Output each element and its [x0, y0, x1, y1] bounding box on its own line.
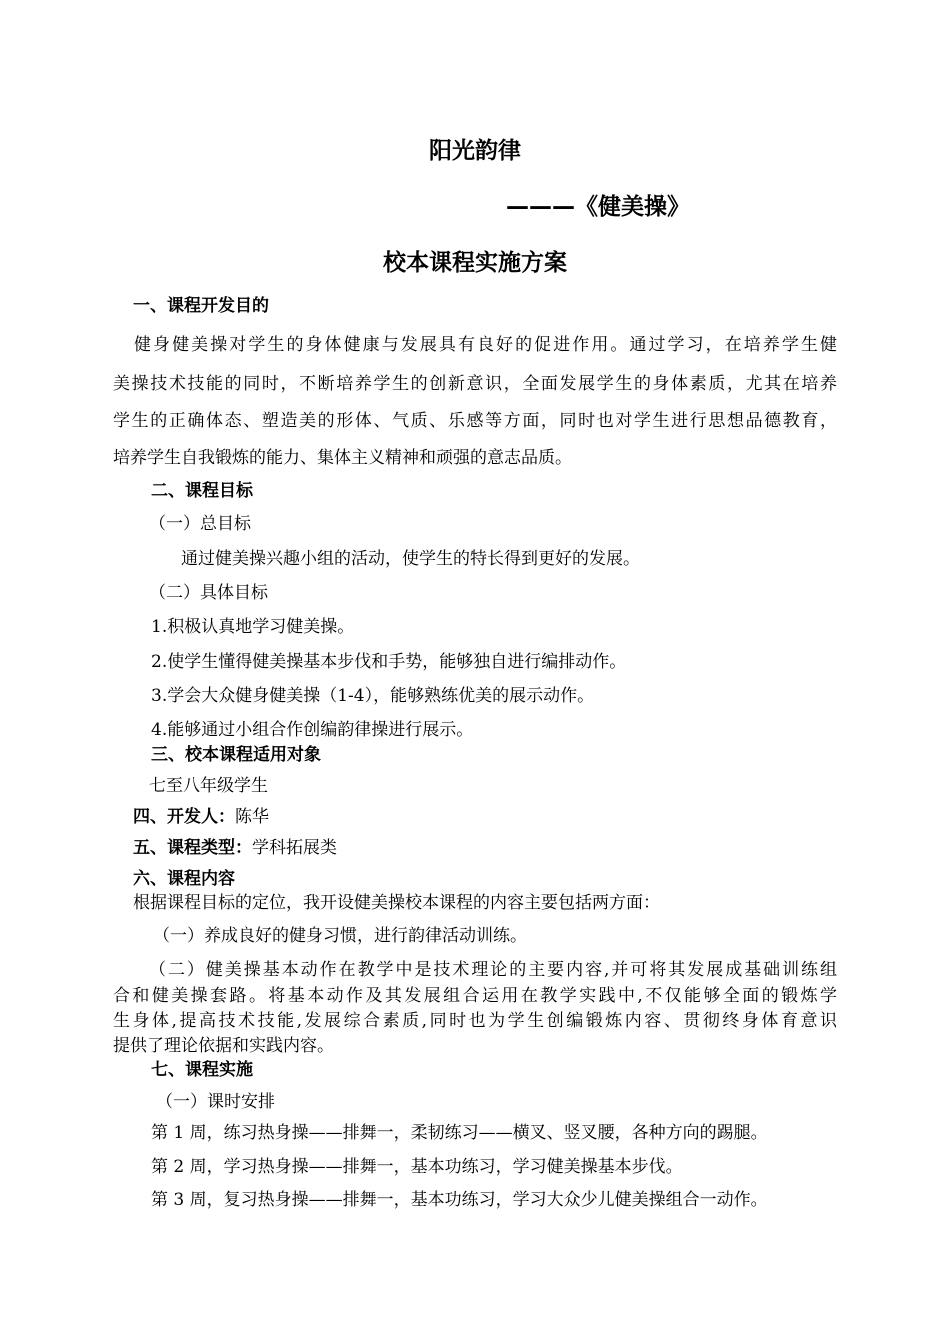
paragraph-line: 七至八年级学生 — [149, 776, 268, 796]
paragraph-line: （一）养成良好的健身习惯，进行韵律活动训练。 — [153, 926, 527, 946]
paragraph-line: 培养学生自我锻炼的能力、集体主义精神和顽强的意志品质。 — [113, 448, 572, 468]
paragraph-line: 根据课程目标的定位，我开设健美操校本课程的内容主要包括两方面： — [133, 893, 660, 913]
paragraph-line: （二）健美操基本动作在教学中是技术理论的主要内容,并可将其发展成基础训练组 — [149, 960, 837, 980]
document-title: 阳光韵律 — [429, 138, 521, 164]
schedule-item: 第 1 周，练习热身操——排舞一，柔韧练习——横叉、竖叉腰，各种方向的踢腿。 — [151, 1123, 768, 1143]
document-subtitle: ———《健美操》 — [506, 194, 690, 220]
list-item: 3.学会大众健身健美操（1-4），能够熟练优美的展示动作。 — [151, 686, 595, 706]
section-heading-3: 三、校本课程适用对象 — [151, 745, 321, 765]
paragraph-line: 通过健美操兴趣小组的活动，使学生的特长得到更好的发展。 — [181, 549, 640, 569]
paragraph-line: 健身健美操对学生的身体健康与发展具有良好的促进作用。通过学习，在培养学生健 — [134, 335, 837, 355]
subheading: （一）总目标 — [149, 514, 251, 534]
list-item: 1.积极认真地学习健美操。 — [151, 617, 355, 637]
section-heading-4: 四、开发人： — [133, 807, 235, 827]
paragraph-line: 合和健美操套路。将基本动作及其发展组合运用在教学实践中,不仅能够全面的锻炼学 — [113, 986, 837, 1006]
course-type: 学科拓展类 — [252, 838, 337, 858]
section-heading-2: 二、课程目标 — [151, 481, 253, 501]
list-item: 2.使学生懂得健美操基本步伐和手势，能够独自进行编排动作。 — [151, 652, 627, 672]
subheading: （一）课时安排 — [156, 1092, 275, 1112]
developer-name: 陈华 — [235, 807, 269, 827]
section-heading-5: 五、课程类型： — [133, 838, 252, 858]
section-heading-6: 六、课程内容 — [133, 869, 235, 889]
section-heading-1: 一、课程开发目的 — [133, 296, 269, 316]
plan-title: 校本课程实施方案 — [383, 250, 567, 276]
list-item: 4.能够通过小组合作创编韵律操进行展示。 — [151, 720, 474, 740]
section-4 — [133, 805, 269, 829]
paragraph-line: 美操技术技能的同时，不断培养学生的创新意识，全面发展学生的身体素质，尤其在培养 — [113, 374, 837, 394]
schedule-item: 第 2 周，学习热身操——排舞一，基本功练习，学习健美操基本步伐。 — [151, 1157, 683, 1177]
schedule-item: 第 3 周，复习热身操——排舞一，基本功练习，学习大众少儿健美操组合一动作。 — [151, 1190, 768, 1210]
paragraph-line: 提供了理论依据和实践内容。 — [113, 1036, 334, 1056]
subheading: （二）具体目标 — [149, 583, 268, 603]
section-heading-7: 七、课程实施 — [151, 1060, 253, 1080]
paragraph-line: 学生的正确体态、塑造美的形体、气质、乐感等方面，同时也对学生进行思想品德教育， — [113, 411, 837, 431]
paragraph-line: 生身体,提高技术技能,发展综合素质,同时也为学生创编锻炼内容、贯彻终身体育意识 — [113, 1011, 837, 1031]
section-5 — [133, 836, 337, 860]
